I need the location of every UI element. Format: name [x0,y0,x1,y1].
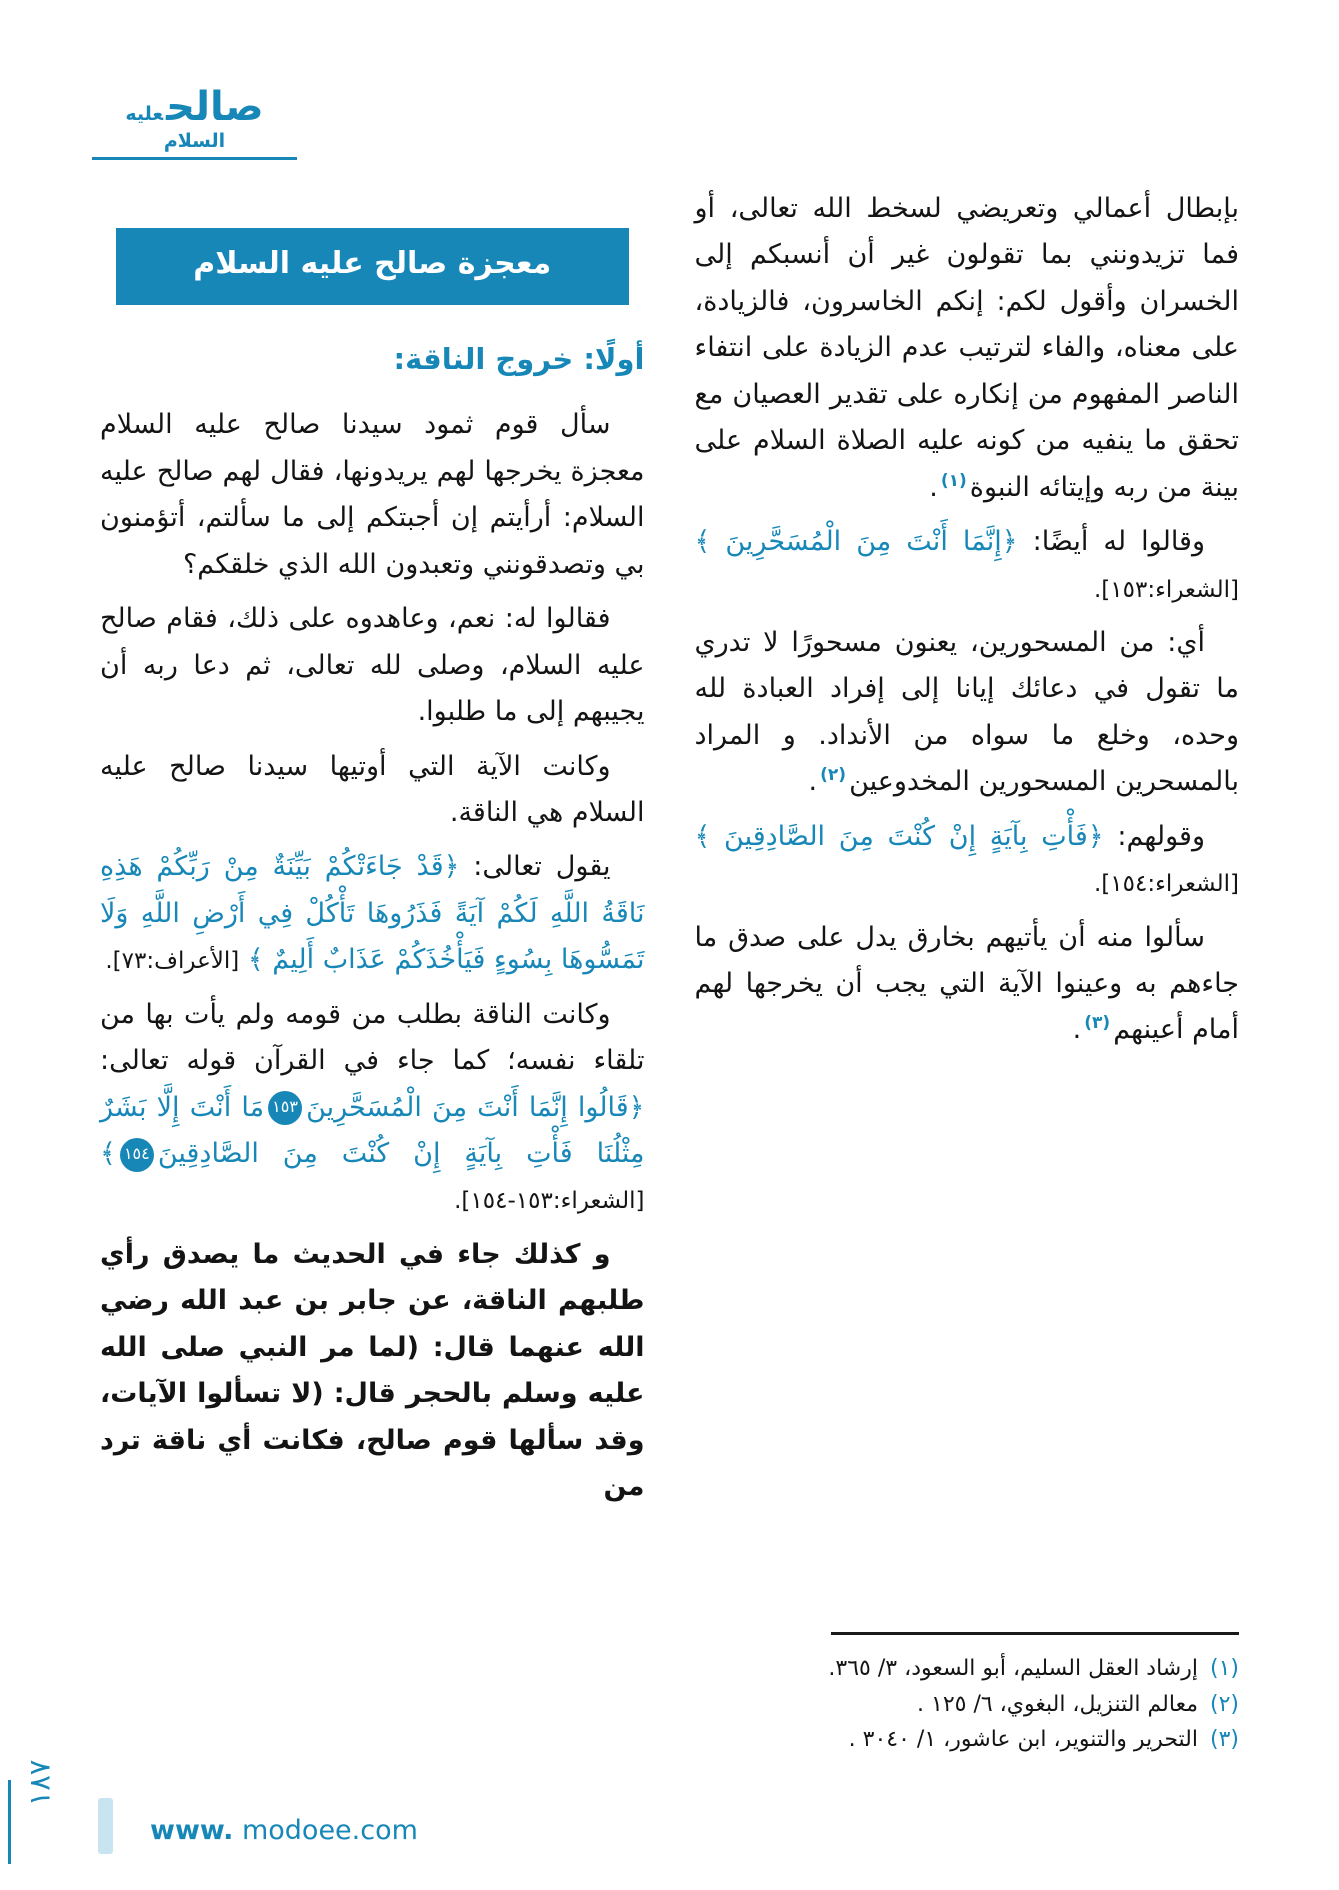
paragraph: وكانت الآية التي أوتيها سيدنا صالح عليه السلام هي الناقة. [100,750,645,828]
paragraph [695,814,1240,907]
site-url [150,1815,418,1846]
quran-verse: ﴾ [100,1138,116,1170]
site-url-prefix: www. [150,1815,234,1846]
subsection-title: أولًا: خروج الناقة: [393,341,645,376]
footnote-marker: (٢) [820,765,847,786]
body-text: . [808,766,818,798]
footnote-item [695,1651,1240,1687]
ayah-number-badge: ١٥٣ [268,1091,302,1125]
footnote-text: إرشاد العقل السليم، أبو السعود، ٣/ ٣٦٥. [828,1656,1198,1682]
footnote-marker: (١) [940,470,967,491]
site-url-domain: modoee.com [241,1815,418,1846]
quran-verse: ﴿قَالُوا إِنَّمَا أَنْتَ مِنَ الْمُسَحَّرِينَ [306,1091,645,1123]
hadith-paragraph: و كذلك جاء في الحديث ما يصدق رأي طلبهم الناقة، عن جابر بن عبد الله رضي الله عنهما قال: (لما مر النبي صلى الله عليه وسلم بالحجر قال: (لا تسألوا الآيات، وقد سألها قوم صالح، فكانت أي ناقة ترد من [100,1238,645,1503]
paragraph [695,620,1240,806]
body-text: . [929,471,938,503]
body-text: وقالوا له أيضًا: [1017,526,1205,558]
paragraph [100,992,645,1224]
footnote-number: (٣) [1209,1727,1239,1753]
verse-reference: [الشعراء:١٥٣-١٥٤]. [454,1188,645,1215]
footer-accent-bar [98,1798,113,1854]
footnotes [695,1632,1240,1758]
footnote-rule [831,1632,1239,1635]
verse-reference: [الشعراء:١٥٤]. [1094,871,1239,898]
section-title-box: معجزة صالح عليه السلام [116,228,629,305]
body-text: سألوا منه أن يأتيهم بخارق يدل على صدق ما جاءهم به وعينوا الآية التي يجب أن يخرجها لهم أمام أعينهم [694,921,1239,1046]
book-title-main: صالح [166,84,264,130]
footnote-text: التحرير والتنوير، ابن عاشور، ١/ ٣٠٤٠ . [848,1727,1198,1753]
footnote-marker: (٣) [1084,1013,1111,1034]
body-text: يقول تعالى: [459,851,611,883]
book-title [92,84,297,152]
paragraph [695,915,1240,1054]
footnote-item [695,1722,1240,1758]
content-columns [100,186,1239,1758]
body-text: وقولهم: [1103,820,1205,852]
quran-verse: ﴿إِنَّمَا أَنْتَ مِنَ الْمُسَحَّرِينَ ﴾ [694,526,1018,558]
ayah-number-badge: ١٥٤ [120,1138,154,1172]
paragraph [695,186,1240,511]
paragraph: سأل قوم ثمود سيدنا صالح عليه السلام معجزة يخرجها لهم يريدونها، فقال لهم صالح عليه السلام: أرأيتم إن أجبتكم إلى ما سألتم، أتؤمنون بي وتصدقونني وتعبدون الله الذي خلقكم؟ [100,409,645,580]
book-header [92,84,297,160]
paragraph [695,519,1240,612]
quran-verse: مَا أَنْتَ إِلَّا بَشَرٌ مِثْلُنَا فَأْتِ بِآيَةٍ إِنْ كُنْتَ مِنَ الصَّادِقِينَ [100,1091,645,1170]
verse-reference: [الأعراف:٧٣]. [105,948,240,975]
footnote-number: (١) [1209,1656,1239,1682]
footnote-number: (٢) [1209,1691,1239,1717]
footnote-item [695,1687,1240,1723]
left-column [100,186,645,1519]
paragraph [100,844,645,983]
book-title-sub: عليه السلام [125,103,226,152]
paragraph: فقالوا له: نعم، وعاهدوه على ذلك، فقام صالح عليه السلام، وصلى لله تعالى، ثم دعا ربه أن يجيبهم إلى ما طلبوا. [100,603,645,728]
body-text: وكانت الناقة بطلب من قومه ولم يأت بها من تلقاء نفسه؛ كما جاء في القرآن قوله تعالى: [100,998,645,1077]
header-rule [92,157,297,160]
body-text: . [1072,1014,1082,1046]
page-number: ١٨٧ [22,1759,57,1807]
quran-verse: ﴿قَدْ جَاءَتْكُمْ بَيِّنَةٌ مِنْ رَبِّكُمْ هَذِهِ نَاقَةُ اللَّهِ لَكُمْ آيَةً فَذَرُوهَا تَأْكُلْ فِي أَرْضِ اللَّهِ وَلَا تَمَسُّوهَا بِسُوءٍ فَيَأْخُذَكُمْ عَذَابٌ أَلِيمٌ ﴾ [100,851,645,976]
footnote-text: معالم التنزيل، البغوي، ٦/ ١٢٥ . [917,1691,1198,1717]
edge-accent-line [8,1780,11,1864]
verse-reference: [الشعراء:١٥٣]. [1094,576,1239,603]
body-text: بإبطال أعمالي وتعريضي لسخط الله تعالى، أو فما تزيدونني بما تقولون غير أن أنسبكم إلى الخسران وأقول لكم: إنكم الخاسرون، فالزيادة، على معناه، والفاء لترتيب عدم الزيادة على انتفاء الناصر المفهوم من إنكاره على تقدير العصيان مع تحقق ما ينفيه من كونه عليه الصلاة السلام على بينة من ربه وإيتائه النبوة [694,193,1239,503]
quran-verse: ﴿فَأْتِ بِآيَةٍ إِنْ كُنْتَ مِنَ الصَّادِقِينَ ﴾ [694,820,1104,852]
body-text: أي: من المسحورين، يعنون مسحورًا لا تدري ما تقول في دعائك إيانا إلى إفراد العبادة لله وحده، وخلع ما سواه من الأنداد. و المراد بالمسحرين المسحورين المخدوعين [694,626,1239,798]
right-column [695,186,1240,1758]
